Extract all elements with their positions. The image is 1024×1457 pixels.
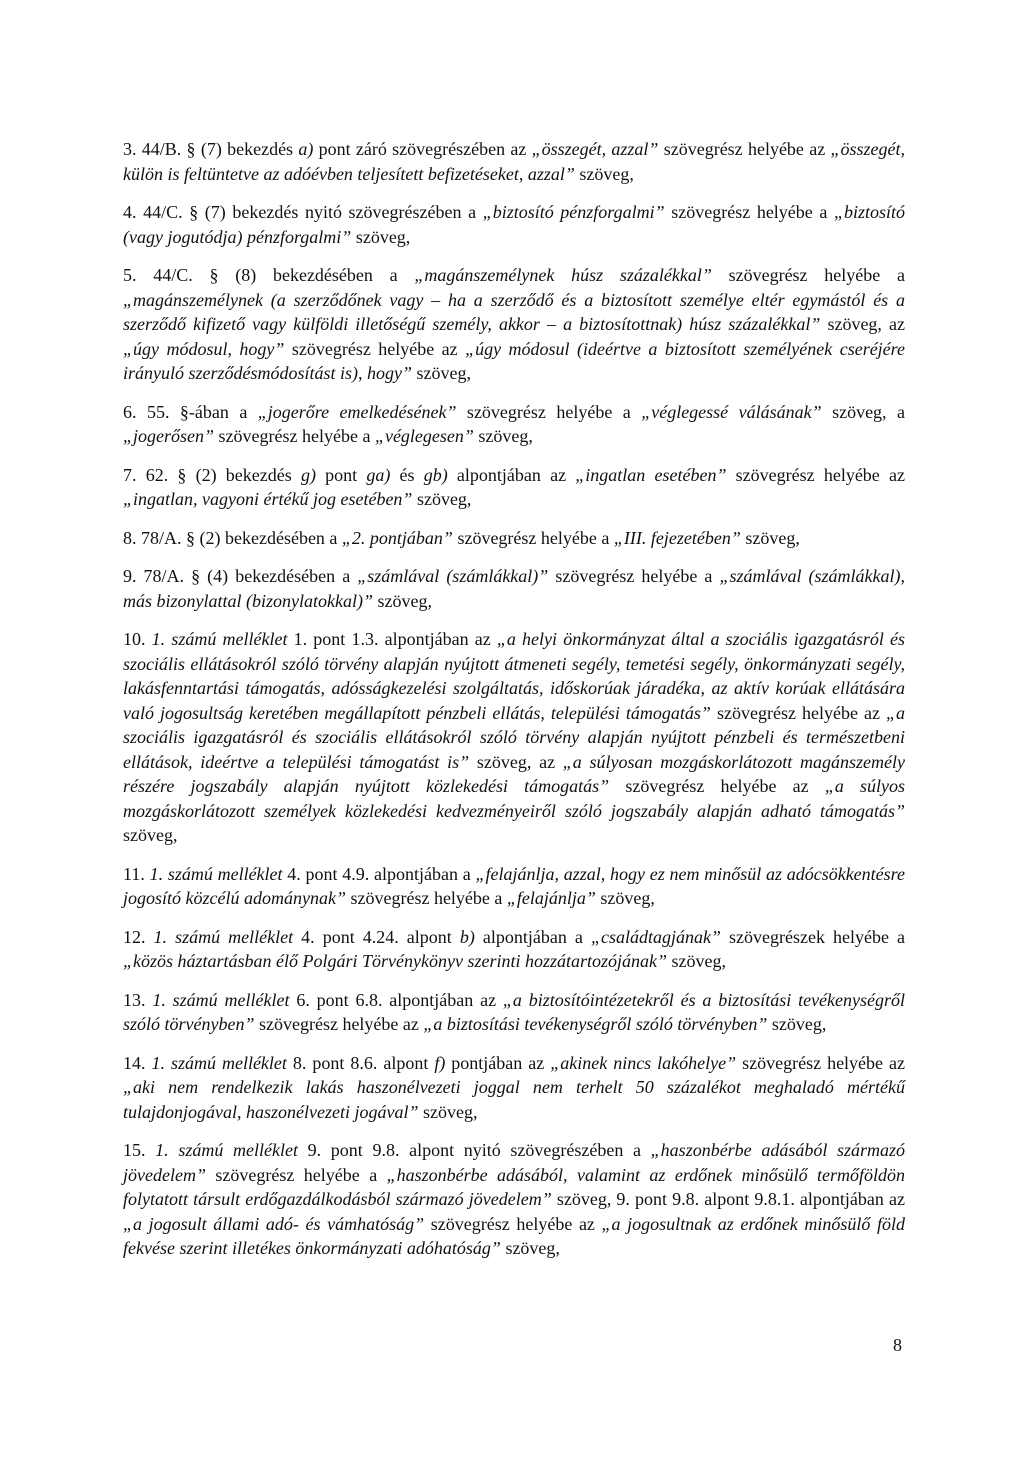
quoted-text: g): [300, 464, 316, 485]
quoted-text: „a súlyos mozgáskorlátozott személyek közlekedési kedvezményeiről szóló jogszabály alapján adható támogatás”: [123, 776, 905, 821]
quoted-text: b): [459, 926, 475, 947]
body-text: szöveg, az: [469, 751, 563, 772]
amendment-item: [123, 988, 905, 1037]
quoted-text: „magánszemélynek (a szerződőnek vagy – ha a szerződő és a biztosított személye eltér egymástól és a szerződő kifizető vagy külföldi illetőségű személy, akkor – a biztosítottnak) húsz százalékkal”: [123, 289, 905, 334]
body-text: szöveg, 9. pont 9.8. alpont 9.8.1. alpontjában az: [551, 1189, 905, 1209]
amendment-item: [123, 627, 905, 848]
body-text: 9. pont 9.8. alpont nyitó szövegrészében a: [297, 1140, 651, 1160]
quoted-text: „a súlyosan mozgáskorlátozott magánszemély részére jogszabály alapján nyújtott közlekedési támogatás”: [123, 751, 905, 796]
body-text: szövegrész helyébe az: [609, 776, 825, 796]
body-text: szövegrész helyébe az: [736, 1052, 905, 1073]
body-text: szöveg, az: [820, 314, 905, 334]
body-text: szöveg, a: [821, 401, 905, 422]
quoted-text: „jogerőre emelkedésének”: [257, 401, 457, 422]
quoted-text: „ingatlan, vagyoni értékű jog esetében”: [123, 489, 413, 509]
body-text: 10.: [123, 629, 152, 649]
body-text: szövegrész helyébe a: [345, 888, 507, 908]
quoted-text: „a szociális igazgatásról és szociális ellátásokról szóló törvény alapján nyújtott pénzbeli és természetbeni ellátások, ideértve a települési támogatást is”: [123, 702, 905, 772]
quoted-text: „ingatlan esetében”: [575, 464, 727, 485]
quoted-text: „a jogosultnak az erdőnek minősülő föld fekvése szerint illetékes önkormányzati adóhatóság”: [123, 1213, 905, 1258]
quoted-text: „a jogosult állami adó- és vámhatóság”: [123, 1213, 425, 1234]
body-text: 1. pont 1.3. alpontjában az: [287, 629, 497, 649]
body-text: szövegrész helyébe a: [452, 527, 614, 548]
amendment-item: [123, 526, 905, 551]
quoted-text: ga): [366, 464, 391, 485]
amendment-item: [123, 137, 905, 186]
body-text: szöveg,: [767, 1014, 827, 1034]
body-text: szövegrészek helyébe a: [720, 926, 905, 947]
body-text: 15.: [123, 1140, 156, 1160]
body-text: szövegrész helyébe a: [214, 426, 375, 446]
quoted-text: „úgy módosul, hogy”: [123, 338, 285, 359]
quoted-text: „családtagjának”: [590, 926, 721, 947]
body-text: szövegrész helyébe a: [456, 401, 642, 422]
body-text: szövegrész helyébe az: [658, 139, 831, 159]
quoted-text: „a helyi önkormányzat által a szociális igazgatásról és szociális ellátásokról szóló törvény alapján nyújtott átmeneti segély, temetési segély, önkormányzati segély, lakásfenntartási támogatás, adósságkezelési szolgáltatás, időskorúak járadéka, az aktív korúak ellátására való jogosultság keretében megállapított pénzbeli ellátás, települési támogatás”: [123, 629, 906, 723]
quoted-text: „felajánlja, azzal, hogy ez nem minősül az adócsökkentésre jogosító közcélú adománynak”: [123, 863, 905, 908]
body-text: 9. 78/A. § (4) bekezdésében a: [123, 566, 358, 586]
body-text: szöveg,: [123, 825, 178, 845]
quoted-text: a): [298, 139, 314, 159]
quoted-text: „aki nem rendelkezik lakás haszonélvezeti joggal nem terhelt 50 százalékot meghaladó mértékű tulajdonjogával, haszonélvezeti jogával”: [123, 1077, 905, 1122]
quoted-text: „közös háztartásban élő Polgári Törvénykönyv szerinti hozzátartozójának”: [123, 951, 667, 971]
amendment-item: [123, 862, 905, 911]
body-text: 6. pont 6.8. alpontjában az: [289, 989, 503, 1010]
quoted-text: gb): [423, 464, 448, 485]
body-text: szöveg,: [740, 527, 800, 548]
quoted-text: „a biztosítási tevékenységről szóló törvényben”: [423, 1014, 768, 1034]
amendment-item: [123, 1051, 905, 1125]
amendment-item: [123, 263, 905, 386]
body-text: szövegrész helyébe a: [205, 1164, 387, 1185]
amendment-item: [123, 463, 905, 512]
body-text: szövegrész helyébe az: [254, 1014, 424, 1034]
quoted-text: „a biztosítóintézetekről és a biztosítási tevékenységről szóló törvényben”: [123, 989, 906, 1034]
quoted-text: „haszonbérbe adásából, valamint az erdőnek minősülő termőföldön folytatott társult erdőgazdálkodásból származó jövedelem”: [123, 1164, 905, 1209]
page-number: 8: [893, 1335, 902, 1355]
quoted-text: 1. számú melléklet: [153, 926, 294, 947]
body-text: 5. 44/C. § (8) bekezdésében a: [123, 265, 415, 285]
quoted-text: „biztosító pénzforgalmi”: [482, 202, 665, 222]
quoted-text: „számlával (számlákkal), más bizonylattal (bizonylatokkal)”: [123, 566, 905, 611]
body-text: 3. 44/B. § (7) bekezdés: [123, 139, 299, 159]
quoted-text: 1. számú melléklet: [152, 989, 290, 1010]
amendment-item: [123, 564, 905, 613]
body-text: szöveg,: [418, 1101, 478, 1122]
body-text: szövegrész helyébe a: [664, 202, 834, 222]
quoted-text: „felajánlja”: [506, 888, 596, 908]
body-text: szöveg,: [500, 1238, 560, 1258]
body-text: szövegrész helyébe a: [548, 566, 720, 586]
body-text: szövegrész helyébe az: [284, 338, 466, 359]
body-text: 8. 78/A. § (2) bekezdésében a: [123, 527, 342, 548]
body-text: szöveg,: [351, 226, 411, 247]
quoted-text: 1. számú melléklet: [151, 1052, 287, 1073]
body-text: szöveg,: [412, 489, 472, 509]
quoted-text: „III. fejezetében”: [613, 527, 741, 548]
body-text: szövegrész helyébe a: [711, 265, 905, 285]
body-text: pont: [315, 464, 367, 485]
body-text: és: [390, 464, 424, 485]
quoted-text: 1. számú melléklet: [151, 629, 288, 649]
body-text: 11.: [123, 863, 150, 884]
amendment-item: [123, 925, 905, 974]
body-text: szöveg,: [574, 163, 634, 184]
body-text: 8. pont 8.6. alpont: [286, 1052, 435, 1073]
body-text: 13.: [123, 989, 153, 1010]
amendment-item: [123, 200, 905, 249]
quoted-text: „akinek nincs lakóhelye”: [550, 1052, 737, 1073]
document-body: [123, 137, 905, 1275]
body-text: szövegrész helyébe az: [710, 702, 886, 723]
quoted-text: „2. pontjában”: [341, 527, 453, 548]
quoted-text: f): [434, 1052, 446, 1073]
body-text: alpontjában az: [447, 464, 576, 485]
body-text: szöveg,: [412, 363, 471, 383]
body-text: szövegrész helyébe az: [726, 464, 905, 485]
body-text: 4. pont 4.24. alpont: [293, 926, 460, 947]
quoted-text: 1. számú melléklet: [155, 1140, 298, 1160]
quoted-text: 1. számú melléklet: [149, 863, 283, 884]
quoted-text: „magánszemélynek húsz százalékkal”: [414, 265, 712, 285]
body-text: alpontjában a: [474, 926, 591, 947]
body-text: pontjában az: [445, 1052, 551, 1073]
quoted-text: „véglegessé válásának”: [641, 401, 822, 422]
body-text: szövegrész helyébe az: [424, 1213, 602, 1234]
body-text: 6. 55. §-ában a: [123, 401, 258, 422]
quoted-text: „számlával (számlákkal)”: [357, 566, 549, 586]
body-text: 7. 62. § (2) bekezdés: [123, 464, 301, 485]
quoted-text: „biztosító (vagy jogutódja) pénzforgalmi”: [123, 202, 906, 247]
quoted-text: „véglegesen”: [374, 426, 474, 446]
quoted-text: „jogerősen”: [123, 426, 215, 446]
body-text: pont záró szövegrészében az: [313, 139, 532, 159]
body-text: 4. pont 4.9. alpontjában a: [282, 863, 476, 884]
body-text: 4. 44/C. § (7) bekezdés nyitó szövegrészében a: [123, 202, 483, 222]
quoted-text: „úgy módosul (ideértve a biztosított személyének cseréjére irányuló szerződésmódosítást is), hogy”: [123, 338, 905, 383]
body-text: szöveg,: [667, 951, 726, 971]
quoted-text: „haszonbérbe adásából származó jövedelem”: [123, 1140, 906, 1185]
body-text: szöveg,: [595, 888, 655, 908]
quoted-text: „összegét, azzal”: [531, 139, 659, 159]
amendment-item: [123, 1138, 905, 1261]
amendment-item: [123, 400, 905, 449]
body-text: szöveg,: [372, 590, 432, 611]
body-text: szöveg,: [473, 426, 533, 446]
body-text: 12.: [123, 926, 154, 947]
quoted-text: „összegét, külön is feltüntetve az adóévben teljesített befizetéseket, azzal”: [123, 139, 905, 184]
body-text: 14.: [123, 1052, 152, 1073]
